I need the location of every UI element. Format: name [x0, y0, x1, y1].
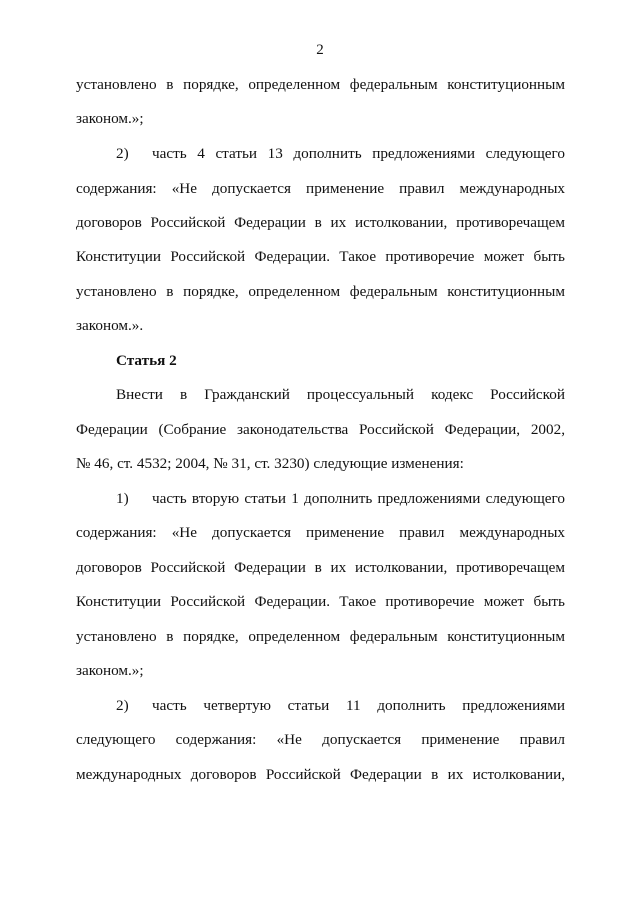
- text-line: Конституции Российской Федерации. Такое противоречие может быть: [76, 248, 565, 265]
- text-line: международных договоров Российской Федерации в их истолковании,: [76, 766, 565, 783]
- text-line: договоров Российской Федерации в их истолковании, противоречащем: [76, 559, 565, 576]
- list-item-number: 1): [116, 490, 129, 507]
- text-line: содержания: «Не допускается применение правил международных: [76, 524, 565, 541]
- text-line: установлено в порядке, определенном федеральным конституционным: [76, 628, 565, 645]
- list-item-number: 2): [116, 697, 129, 714]
- text-line: Конституции Российской Федерации. Такое противоречие может быть: [76, 593, 565, 610]
- list-item-text: часть 4 статьи 13 дополнить предложениями следующего: [152, 145, 565, 162]
- text-line: законом.»;: [76, 110, 144, 127]
- text-line: установлено в порядке, определенном федеральным конституционным: [76, 283, 565, 300]
- text-line: Федерации (Собрание законодательства Российской Федерации, 2002,: [76, 421, 565, 438]
- text-line: № 46, ст. 4532; 2004, № 31, ст. 3230) следующие изменения:: [76, 455, 464, 472]
- text-line: установлено в порядке, определенном федеральным конституционным: [76, 76, 565, 93]
- text-line: Внести в Гражданский процессуальный кодекс Российской: [116, 386, 565, 403]
- text-line: законом.»;: [76, 662, 144, 679]
- list-item-number: 2): [116, 145, 129, 162]
- list-item-text: часть вторую статьи 1 дополнить предложениями следующего: [152, 490, 565, 507]
- text-line: содержания: «Не допускается применение правил международных: [76, 180, 565, 197]
- article-heading: Статья 2: [116, 352, 177, 369]
- text-line: договоров Российской Федерации в их истолковании, противоречащем: [76, 214, 565, 231]
- list-item-text: часть четвертую статьи 11 дополнить предложениями: [152, 697, 565, 714]
- text-line: законом.».: [76, 317, 144, 334]
- text-line: следующего содержания: «Не допускается применение правил: [76, 731, 565, 748]
- page-number: 2: [316, 42, 324, 58]
